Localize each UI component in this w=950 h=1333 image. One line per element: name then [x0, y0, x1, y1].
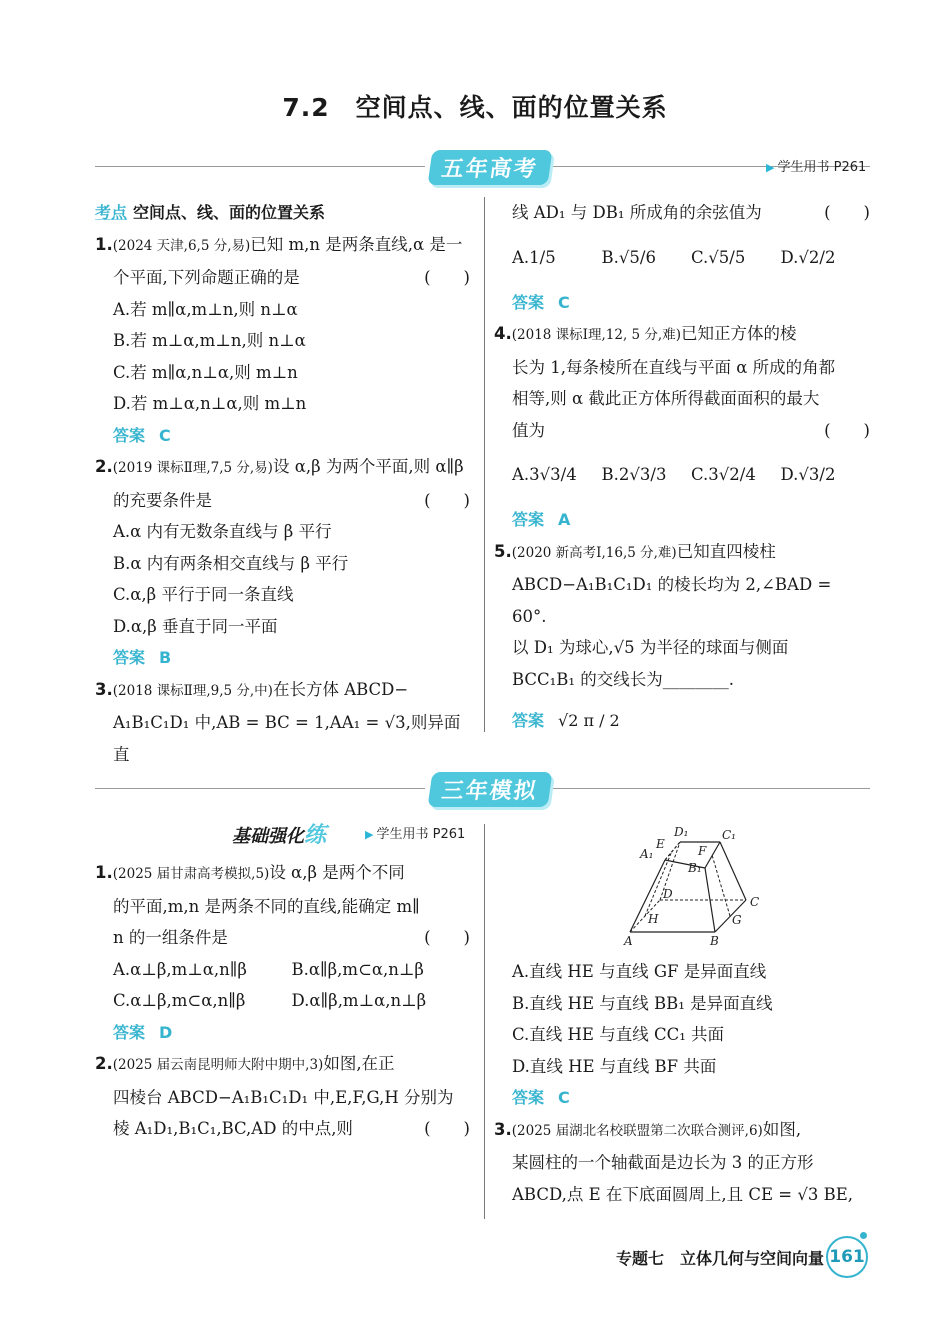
option: A.α 内有无数条直线与 β 平行: [113, 522, 332, 541]
question-4-options: A.3√3/4 B.2√3/3 C.3√2/4 D.√3/2: [512, 465, 836, 484]
footer-chapter: 专题七 立体几何与空间向量: [616, 1249, 825, 1268]
question-3-cont: 线 AD₁ 与 DB₁ 所成角的余弦值为 ( ): [512, 203, 870, 222]
answer: 答案 √2 π / 2: [512, 711, 620, 730]
fig-label: B: [710, 934, 719, 948]
question-2: 2.(2025 届云南昆明师大附中期中,3)如图,在正: [95, 1054, 395, 1073]
left-column-2: [95, 857, 470, 1145]
option: B.直线 HE 与直线 BB₁ 是异面直线: [512, 993, 773, 1013]
section1-ref: ▶ 学生用书 P261: [766, 160, 867, 175]
question-4-line: 值为 ( ): [512, 420, 870, 440]
question-3-line: 某圆柱的一个轴截面是边长为 3 的正方形: [512, 1153, 814, 1172]
kaodian-title: 空间点、线、面的位置关系: [133, 203, 326, 222]
option: C.若 m∥α,n⊥α,则 m⊥n: [113, 362, 298, 382]
question-1: 1.(2024 天津,6,5 分,易)已知 m,n 是两条直线,α 是一个平面,下列命题正确的是 ( ): [95, 234, 470, 287]
fig-label: C₁: [722, 828, 736, 842]
kaodian-tag: 考点: [95, 203, 128, 222]
answer: 答案 C: [113, 425, 171, 445]
question-1-line: 的平面,m,n 是两条不同的直线,能确定 m∥: [113, 896, 420, 916]
question-3: 3.(2025 届湖北名校联盟第二次联合测评,6)如图,: [494, 1119, 802, 1139]
subsection-title: 基础强化练: [232, 823, 327, 848]
fig-label: D: [663, 887, 673, 901]
question-1-line: n 的一组条件是 ( ): [113, 928, 470, 947]
left-column-1: [95, 197, 470, 770]
fig-label: C: [750, 895, 760, 909]
question-3-line: ABCD,点 E 在下底面圆周上,且 CE = √3 BE,: [512, 1184, 854, 1204]
band-line-left: [95, 788, 425, 789]
question-5-line: ABCD−A₁B₁C₁D₁ 的棱长均为 2,∠BAD = 60°.: [512, 575, 832, 626]
option: A.若 m∥α,m⊥n,则 n⊥α: [113, 299, 298, 319]
fig-label: H: [648, 912, 659, 926]
fig-label: E: [656, 837, 665, 851]
triangle-icon: ▶: [766, 161, 775, 174]
triangle-icon: ▶: [365, 828, 374, 841]
option: D.直线 HE 与直线 BF 共面: [512, 1056, 717, 1076]
section-label-sannian: 三年模拟: [428, 772, 553, 807]
option: D.α,β 垂直于同一平面: [113, 616, 278, 636]
question-2: 2.(2019 课标Ⅱ理,7,5 分,易)设 α,β 为两个平面,则 α∥β 的充要条件是 ( ): [95, 457, 470, 510]
fig-label: D₁: [674, 825, 689, 839]
option: A.直线 HE 与直线 GF 是异面直线: [512, 962, 767, 981]
question-4-line: 长为 1,每条棱所在直线与平面 α 所成的角都: [512, 357, 836, 377]
question-5: 5.(2020 新高考Ⅰ,16,5 分,难)已知直四棱柱: [494, 541, 776, 561]
answer: 答案 D: [113, 1022, 173, 1042]
band-line-left: [95, 166, 425, 167]
subsection-ref: ▶ 学生用书 P261: [365, 827, 466, 842]
answer: 答案 A: [512, 510, 571, 529]
page-title: 7.2 空间点、线、面的位置关系: [282, 93, 668, 122]
question-5-line: BCC₁B₁ 的交线长为________.: [512, 669, 735, 689]
option: C.直线 HE 与直线 CC₁ 共面: [512, 1025, 725, 1044]
fig-label: F: [698, 844, 707, 858]
option: B.α 内有两条相交直线与 β 平行: [113, 553, 349, 573]
right-column-1: [494, 197, 870, 747]
right-column-2: [494, 956, 870, 1210]
fig-label: A: [624, 934, 633, 948]
question-3-options: A.1/5 B.√5/6 C.√5/5 D.√2/2: [512, 247, 836, 267]
column-divider-2: [484, 824, 485, 1219]
fig-label: B₁: [688, 861, 702, 875]
page-number: 161: [826, 1236, 868, 1278]
section-label-wunian: 五年高考: [428, 150, 553, 185]
question-1: 1.(2025 届甘肃高考模拟,5)设 α,β 是两个不同: [95, 863, 405, 882]
answer: 答案 C: [512, 292, 570, 312]
question-3: 3.(2018 课标Ⅱ理,9,5 分,中)在长方体 ABCD−: [95, 679, 409, 699]
fig-label: G: [732, 913, 742, 927]
frustum-figure: [620, 820, 770, 950]
question-1-options: A.α⊥β,m⊥α,n∥β B.α∥β,m⊂α,n⊥β: [113, 959, 424, 979]
question-3-line2: A₁B₁C₁D₁ 中,AB = BC = 1,AA₁ = √3,则异面直: [113, 713, 461, 764]
fig-label: A₁: [640, 847, 654, 861]
question-4-line: 相等,则 α 截此正方体所得截面面积的最大: [512, 389, 820, 408]
answer: 答案 C: [512, 1088, 570, 1107]
option: D.若 m⊥α,n⊥α,则 m⊥n: [113, 394, 307, 413]
option: B.若 m⊥α,m⊥n,则 n⊥α: [113, 331, 306, 350]
question-4: 4.(2018 课标Ⅰ理,12, 5 分,难)已知正方体的棱: [494, 324, 797, 343]
page-dot: [860, 1232, 867, 1239]
option: C.α,β 平行于同一条直线: [113, 585, 294, 604]
answer: 答案 B: [113, 648, 172, 667]
column-divider-1: [484, 197, 485, 732]
question-2-line: 棱 A₁D₁,B₁C₁,BC,AD 的中点,则 ( ): [113, 1119, 470, 1138]
question-5-line: 以 D₁ 为球心,√5 为半径的球面与侧面: [512, 638, 789, 657]
band-line-right: [540, 788, 870, 789]
question-1-options: C.α⊥β,m⊂α,n∥β D.α∥β,m⊥α,n⊥β: [113, 991, 427, 1010]
question-2-line: 四棱台 ABCD−A₁B₁C₁D₁ 中,E,F,G,H 分别为: [113, 1087, 454, 1107]
